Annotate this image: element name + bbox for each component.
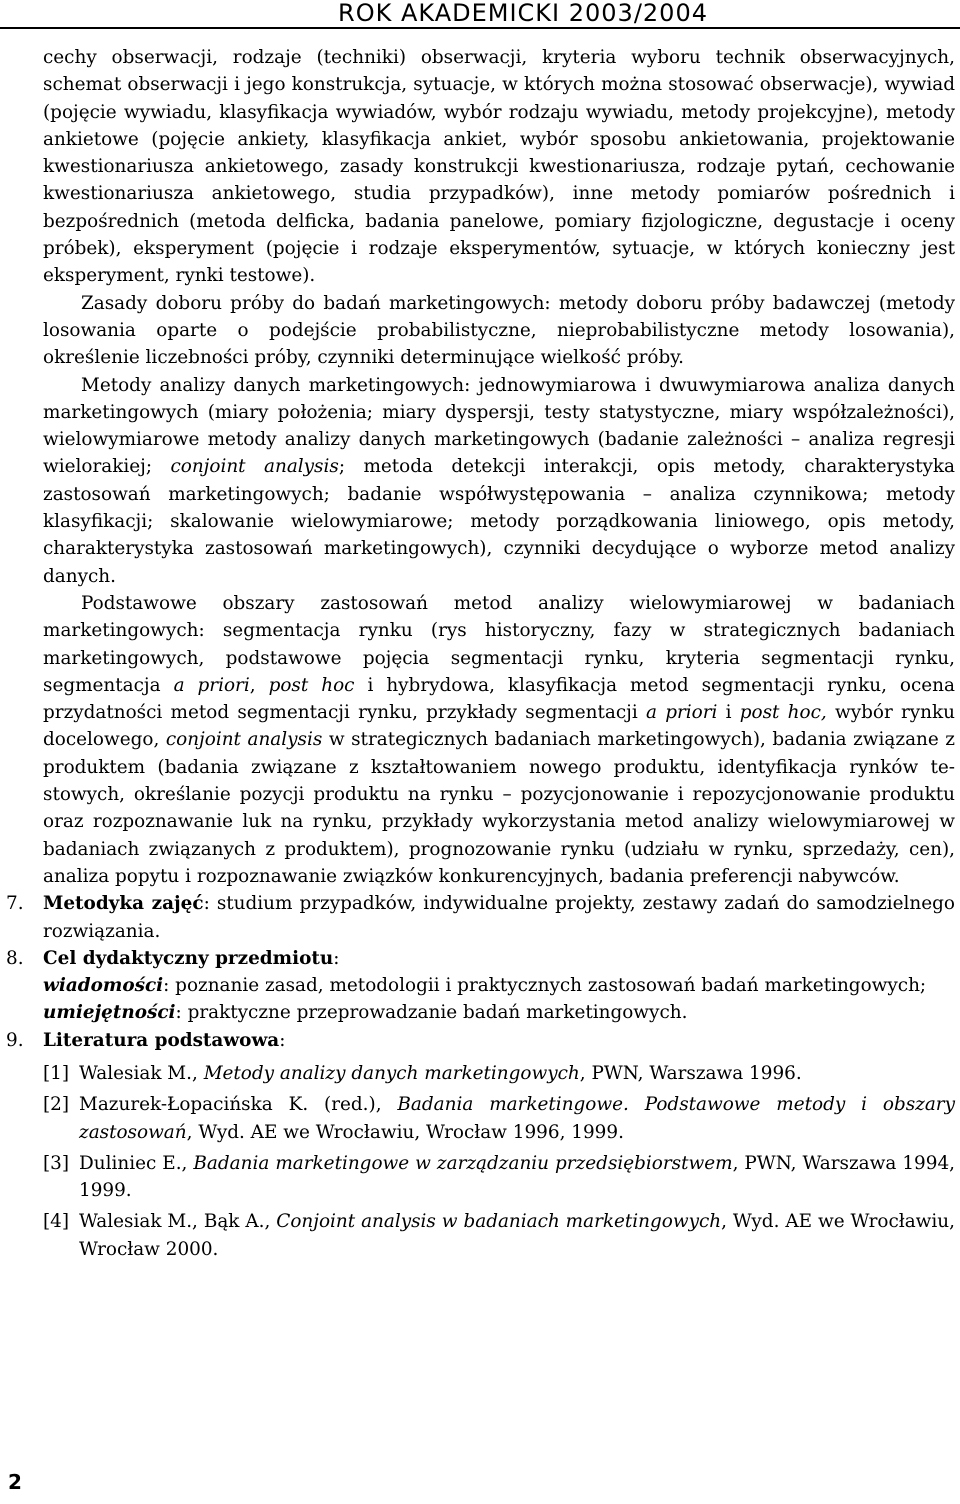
text-segment: i: [717, 702, 740, 724]
paragraph: [43, 372, 955, 590]
text-segment: Walesiak M.,: [79, 1062, 204, 1084]
document-body: [6, 44, 956, 1263]
list-item-line: [43, 972, 955, 999]
reference-entry: [43, 1091, 955, 1146]
text-segment: : studium przypadków, indywidualne projekty, zestawy zadań do samodzielnego rozwiązania.: [43, 893, 956, 942]
text-segment: ; metoda detekcji interakcji, opis metody, charakterystyka zastosowań marketingowych; badanie współwystępowania – analiza czynnikowa; metody klasyfikacji; skalowanie wielowymiarowe; metody porządkowania liniowego, opis metody, charakterystyka zastosowań marketingowych), czynniki decydujące o wyborze metod analizy danych.: [43, 456, 955, 587]
list-item-number: 9.: [6, 1029, 24, 1051]
list-item: [6, 945, 955, 1027]
text-segment: wiadomości: [43, 975, 164, 997]
paragraph: [43, 290, 955, 372]
list-item-number: 8.: [6, 947, 24, 969]
list-item-line: [43, 945, 955, 972]
text-segment: post hoc,: [739, 702, 827, 724]
text-segment: , PWN, Warszawa 1996.: [579, 1062, 802, 1084]
text-segment: :: [333, 947, 340, 969]
list-item-line: [43, 1027, 955, 1054]
text-segment: Metody analizy danych marketingowych: jednowymiarowa i dwuwymiarowa analiza danych marketingowych (miary położenia; miary dyspersji, testy statystyczne, miary współzależności), wielowymiarowe metody analizy danych marketingowych (badanie zależności – analiza regresji wielorakiej;: [43, 374, 955, 478]
text-segment: Walesiak M., Bąk A.,: [79, 1211, 277, 1233]
text-segment: : poznanie zasad, metodologii i praktycznych zastosowań badań marketingowych;: [163, 975, 927, 997]
reference-number: [3]: [43, 1152, 70, 1174]
list-item-line: [43, 999, 955, 1026]
text-segment: post hoc: [268, 674, 355, 696]
text-segment: Badania marketingowe. Podstawowe metody i obszary zastosowań: [79, 1094, 955, 1143]
paragraph: [43, 44, 955, 290]
text-segment: Podstawowe obszary zastosowań metod analizy wielowymiarowej w badaniach marketingowych: segmentacja rynku (rys historyczny, fazy w strategicznych badaniach marketingowych, podstawowe pojęcia segmentacji rynku, kryteria segmentacji rynku, segmentacja: [43, 592, 955, 696]
text-segment: , Wyd. AE we Wrocławiu, Wrocław 2000.: [79, 1211, 955, 1260]
text-segment: , Wyd. AE we Wrocławiu, Wrocław 1996, 1999.: [186, 1121, 624, 1143]
text-segment: conjoint analysis: [170, 456, 339, 478]
text-segment: Zasady doboru próby do badań marketingowych: metody doboru próby badawczej (metody losowania oparte o podejście probabilistyczne, nieprobabilistyczne metody losowania), określenie liczebności próby, czynniki determinujące wielkość próby.: [43, 292, 955, 369]
reference-number: [4]: [43, 1211, 70, 1233]
header-title: ROK AKADEMICKI 2003/2004: [338, 0, 708, 27]
text-segment: w strategicznych badaniach marketingowych), badania związane z produktem (badania związane z kształtowaniem nowego produktu, identyfikacja rynków testowych, określanie pozycji produktu na rynku – pozycjonowanie i repozycjonowanie produktu oraz rozpoznawanie luk na rynku, przykłady wykorzystania metod analizy wielowymiarowej w badaniach związanych z produktem), prognozowanie rynku (udziału w rynku, sprzedaży, cen), analiza popytu i rozpoznawanie związków konkurencyjnych, badania preferencji nabywców.: [43, 729, 955, 887]
text-segment: Metodyka zajęć: [43, 893, 204, 915]
text-segment: i hybrydowa, klasyfikacja metod segmentacji rynku, ocena przydatności metod segmentacji rynku, przykłady segmentacji: [43, 674, 955, 724]
header-rule: [0, 27, 960, 29]
text-segment: :: [279, 1029, 286, 1051]
list-item: [6, 890, 956, 945]
text-segment: wybór rynku docelowego,: [43, 702, 955, 751]
list-item-line: [43, 890, 955, 945]
reference-list: [43, 1060, 955, 1263]
text-segment: a priori: [173, 674, 250, 696]
text-segment: Literatura podstawowa: [43, 1029, 280, 1051]
text-segment: Metody analizy danych marketingowych: [203, 1062, 580, 1084]
text-segment: cechy obserwacji, rodzaje (techniki) obserwacji, kryteria wyboru technik obserwacyjnych, schemat obserwacji i jego konstrukcja, sytuacje, w których można stosować obserwacje), wywiad (pojęcie wywiadu, klasyfikacja wywiadów, wybór rodzaju wywiadu, metody projekcyjne), metody ankietowe (pojęcie ankiety, klasyfikacja ankiet, wybór sposobu ankietowania, projektowanie kwestionariusza ankietowego, zasady konstrukcji kwestionariusza, rodzaje pytań, cechowanie kwestionariusza ankietowego, studia przypadków), inne metody pomiarów pośrednich i bezpośrednich (metoda delficka, badania panelowe, pomiary fizjologiczne, degustacje i oceny próbek), eksperyment (pojęcie i rodzaje eksperymentów, sytuacje, w których konieczny jest eksperyment, rynki testowe).: [43, 47, 955, 287]
text-segment: conjoint analysis: [165, 729, 323, 751]
text-segment: Mazurek-Łopacińska K. (red.),: [79, 1094, 398, 1116]
reference-entry: [43, 1060, 955, 1087]
numbered-list: [6, 890, 956, 1263]
reference-entry: [43, 1208, 955, 1263]
reference-entry: [43, 1150, 955, 1205]
list-item: [6, 1027, 955, 1263]
paragraph: [43, 590, 955, 890]
text-segment: : praktyczne przeprowadzanie badań marketingowych.: [175, 1002, 688, 1024]
reference-number: [2]: [43, 1094, 70, 1116]
text-segment: ,: [249, 674, 269, 696]
text-segment: Duliniec E.,: [79, 1152, 194, 1174]
text-segment: Badania marketingowe w zarządzaniu przedsiębiorstwem: [193, 1152, 733, 1174]
reference-number: [1]: [43, 1062, 70, 1084]
list-item-number: 7.: [6, 893, 24, 915]
text-segment: Cel dydaktyczny przedmiotu: [43, 947, 334, 969]
text-segment: Conjoint analysis w badaniach marketingowych: [276, 1211, 722, 1233]
text-segment: a priori: [646, 702, 718, 724]
text-segment: , PWN, Warszawa 1994, 1999.: [79, 1152, 955, 1202]
text-segment: umiejętności: [43, 1002, 176, 1024]
page-number: 2: [8, 1470, 22, 1494]
